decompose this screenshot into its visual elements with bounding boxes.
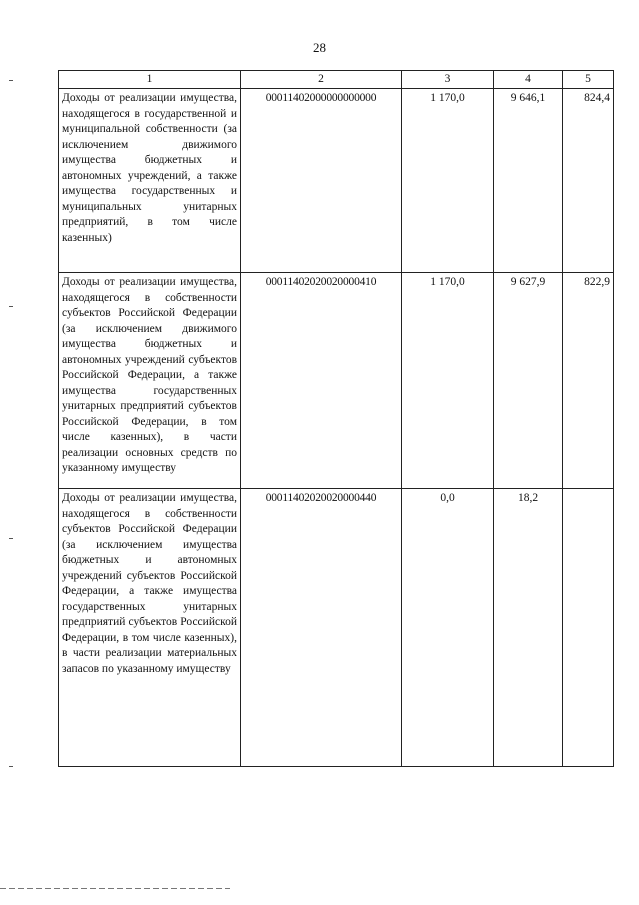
row-description: Доходы от реализации имущества, находящегося в государственной и муниципальной собственности (за исключением движимого имущества бюджетных и автономных учреждений, а также имущества государственных и муниципальных унитарных предприятий, в том числе казенных)	[59, 89, 241, 273]
column-header-1: 1	[59, 71, 241, 89]
margin-mark	[9, 538, 13, 539]
table-row	[59, 273, 614, 489]
page-number: 28	[313, 40, 326, 55]
margin-mark	[9, 80, 13, 81]
row-code: 00011402000000000000	[241, 89, 402, 273]
row-value-col4: 9 627,9	[494, 273, 563, 489]
column-header-4: 4	[494, 71, 563, 89]
row-value-col3: 1 170,0	[402, 273, 494, 489]
revenue-table	[58, 70, 614, 767]
row-value-col5: 822,9	[563, 273, 614, 489]
table-header-row	[59, 71, 614, 89]
margin-mark	[9, 306, 13, 307]
row-value-col5: 824,4	[563, 89, 614, 273]
row-description: Доходы от реализации имущества, находящегося в собственности субъектов Российской Федерации (за исключением движимого имущества бюджетных и автономных учреждений субъектов Российской Федерации, а также имущества государственных унитарных предприятий субъектов Российской Федерации, в том числе казенных), в части реализации основных средств по указанному имуществу	[59, 273, 241, 489]
table-row	[59, 89, 614, 273]
row-value-col3: 0,0	[402, 489, 494, 767]
row-value-col3: 1 170,0	[402, 89, 494, 273]
row-value-col4: 9 646,1	[494, 89, 563, 273]
row-code: 00011402020020000440	[241, 489, 402, 767]
row-code: 00011402020020000410	[241, 273, 402, 489]
column-header-3: 3	[402, 71, 494, 89]
scan-edge-line	[0, 888, 230, 889]
row-value-col4: 18,2	[494, 489, 563, 767]
table-row	[59, 489, 614, 767]
column-header-5: 5	[563, 71, 614, 89]
row-value-col5	[563, 489, 614, 767]
margin-mark	[9, 766, 13, 767]
column-header-2: 2	[241, 71, 402, 89]
row-description: Доходы от реализации имущества, находящегося в собственности субъектов Российской Федерации (за исключением имущества бюджетных и автономных учреждений субъектов Российской Федерации, а также имущества государственных унитарных предприятий субъектов Российской Федерации, в том числе казенных), в части реализации материальных запасов по указанному имуществу	[59, 489, 241, 767]
